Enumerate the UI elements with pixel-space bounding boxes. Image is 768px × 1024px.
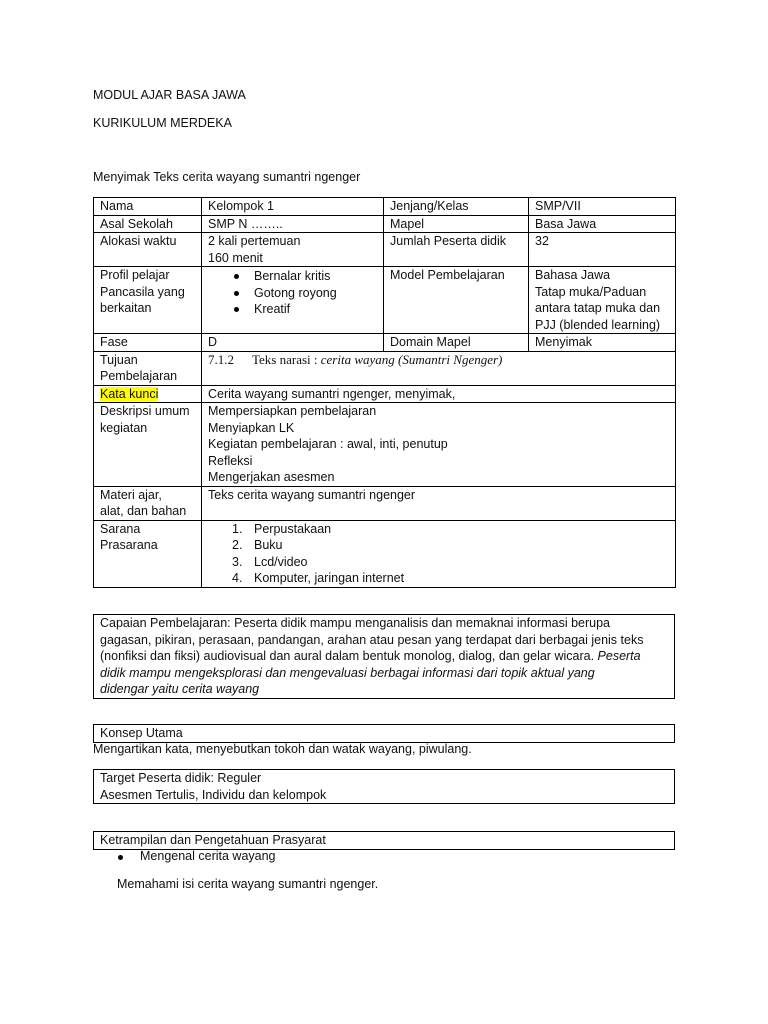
list-item — [208, 301, 377, 318]
model-value-line: Tatap muka/Paduan — [535, 284, 647, 299]
topic-heading: Menyimak Teks cerita wayang sumantri ngenger — [93, 170, 361, 184]
jumlah-label: Jumlah Peserta didik — [384, 233, 529, 267]
prasyarat-text: Memahami isi cerita wayang sumantri ngenger. — [117, 877, 379, 891]
alokasi-value-line: 2 kali pertemuan — [208, 234, 301, 248]
jumlah-value: 32 — [529, 233, 676, 267]
table-row — [94, 403, 676, 487]
model-value-line: antara tatap muka dan — [535, 301, 661, 315]
profil-label-line: berkaitan — [100, 301, 152, 315]
tujuan-value — [202, 351, 676, 385]
kata-kunci-label — [94, 385, 202, 403]
target-line: Asesmen Tertulis, Individu dan kelompok — [100, 787, 327, 802]
target-line: Target Peserta didik: Reguler — [100, 771, 262, 785]
profil-label-line: Pancasila yang — [100, 284, 185, 299]
bullet-icon — [234, 274, 239, 279]
konsep-label: Konsep Utama — [100, 726, 183, 740]
list-item: Kegiatan pembelajaran : awal, inti, penutup — [208, 437, 448, 451]
list-item-text: Bernalar kritis — [254, 269, 331, 283]
sekolah-value: SMP N …….. — [202, 215, 384, 233]
deskripsi-label-line: Deskripsi umum — [100, 404, 190, 418]
capaian-line: didengar yaitu cerita wayang — [100, 682, 260, 696]
capaian-line: Capaian Pembelajaran: Peserta didik mampu menganalisis dan memaknai informasi berupa — [100, 616, 610, 630]
table-row — [94, 351, 676, 385]
alokasi-label: Alokasi waktu — [94, 233, 202, 267]
list-item-text: Perpustakaan — [254, 521, 332, 536]
list-item-text: Buku — [254, 538, 283, 552]
document-title: MODUL AJAR BASA JAWA — [93, 88, 246, 102]
sekolah-label: Asal Sekolah — [94, 215, 202, 233]
table-row — [94, 267, 676, 334]
deskripsi-label — [94, 403, 202, 487]
table-row — [94, 486, 676, 520]
table-row — [94, 215, 676, 233]
tujuan-label — [94, 351, 202, 385]
mapel-value: Basa Jawa — [529, 215, 676, 233]
list-item — [208, 537, 669, 554]
fase-label: Fase — [94, 334, 202, 352]
list-item: Refleksi — [208, 453, 253, 468]
bullet-icon — [234, 291, 239, 296]
list-item — [208, 570, 669, 587]
model-value-line: PJJ (blended learning) — [535, 317, 661, 332]
sarana-label — [94, 520, 202, 587]
list-number: 4. — [232, 571, 243, 585]
alokasi-value — [202, 233, 384, 267]
capaian-box — [93, 614, 675, 699]
list-item: Menyiapkan LK — [208, 420, 295, 435]
list-item-text: Lcd/video — [254, 554, 308, 569]
curriculum-label: KURIKULUM MERDEKA — [93, 116, 232, 130]
list-item: Mengerjakan asesmen — [208, 470, 335, 484]
konsep-text: Mengartikan kata, menyebutkan tokoh dan watak wayang, piwulang. — [93, 742, 472, 756]
materi-label — [94, 486, 202, 520]
materi-value: Teks cerita wayang sumantri ngenger — [202, 486, 676, 520]
tujuan-text-italic: cerita wayang (Sumantri Ngenger) — [320, 351, 503, 367]
profil-values — [202, 267, 384, 334]
fase-value: D — [202, 334, 384, 352]
list-item-text: Komputer, jaringan internet — [254, 571, 405, 585]
materi-label-line: Materi ajar, — [100, 487, 162, 502]
domain-label: Domain Mapel — [384, 334, 529, 352]
alokasi-value-line: 160 menit — [208, 250, 263, 265]
bullet-icon — [118, 855, 123, 860]
capaian-line — [100, 648, 668, 665]
table-row — [94, 334, 676, 352]
capaian-line: gagasan, pikiran, perasaan, pandangan, arahan atau pesan yang terdapat dari berbagai jenis teks — [100, 632, 644, 647]
jenjang-label: Jenjang/Kelas — [384, 198, 529, 216]
model-value-line: Bahasa Jawa — [535, 268, 611, 282]
deskripsi-label-line: kegiatan — [100, 420, 148, 435]
table-row — [94, 385, 676, 403]
tujuan-number: 7.1.2 — [208, 351, 234, 367]
jenjang-value: SMP/VII — [529, 198, 676, 216]
module-info-table — [93, 197, 676, 588]
prasyarat-bullet-text: Mengenal cerita wayang — [140, 849, 276, 863]
mapel-label: Mapel — [384, 215, 529, 233]
list-item-text: Kreatif — [254, 302, 291, 316]
tujuan-label-line: Tujuan — [100, 352, 138, 367]
materi-label-line: alat, dan bahan — [100, 504, 187, 518]
bullet-icon — [234, 307, 239, 312]
list-item-text: Gotong royong — [254, 285, 337, 300]
prasyarat-box — [93, 831, 675, 850]
sarana-label-line: Prasarana — [100, 538, 158, 552]
capaian-line-italic: Peserta — [597, 649, 641, 663]
prasyarat-label: Ketrampilan dan Pengetahuan Prasyarat — [100, 833, 326, 847]
table-row — [94, 198, 676, 216]
nama-label: Nama — [94, 198, 202, 216]
kata-kunci-highlight: Kata kunci — [100, 386, 159, 401]
list-item — [208, 554, 669, 571]
profil-label-line: Profil pelajar — [100, 268, 170, 282]
list-item: Mempersiapkan pembelajaran — [208, 404, 377, 418]
deskripsi-value — [202, 403, 676, 487]
sarana-value — [202, 520, 676, 587]
table-row — [94, 233, 676, 267]
table-row — [94, 520, 676, 587]
tujuan-text — [208, 352, 669, 369]
list-item — [208, 268, 377, 285]
target-box — [93, 769, 675, 804]
list-number: 1. — [232, 521, 243, 536]
list-item — [208, 521, 669, 538]
capaian-line: didik mampu mengeksplorasi dan mengevaluasi berbagai informasi dari topik aktual yang — [100, 665, 595, 680]
list-number: 2. — [232, 538, 243, 552]
list-item — [208, 285, 377, 302]
model-value — [529, 267, 676, 334]
profil-label — [94, 267, 202, 334]
capaian-line-text: (nonfiksi dan fiksi) audiovisual dan aural dalam bentuk monolog, dialog, dan gelar wicara. — [100, 649, 595, 663]
kata-kunci-value: Cerita wayang sumantri ngenger, menyimak, — [202, 385, 676, 403]
nama-value: Kelompok 1 — [202, 198, 384, 216]
tujuan-label-line: Pembelajaran — [100, 369, 178, 383]
model-label: Model Pembelajaran — [384, 267, 529, 334]
tujuan-text-label: Teks narasi : — [252, 351, 321, 367]
konsep-box — [93, 724, 675, 743]
domain-value: Menyimak — [529, 334, 676, 352]
sarana-label-line: Sarana — [100, 521, 141, 536]
list-number: 3. — [232, 554, 243, 569]
